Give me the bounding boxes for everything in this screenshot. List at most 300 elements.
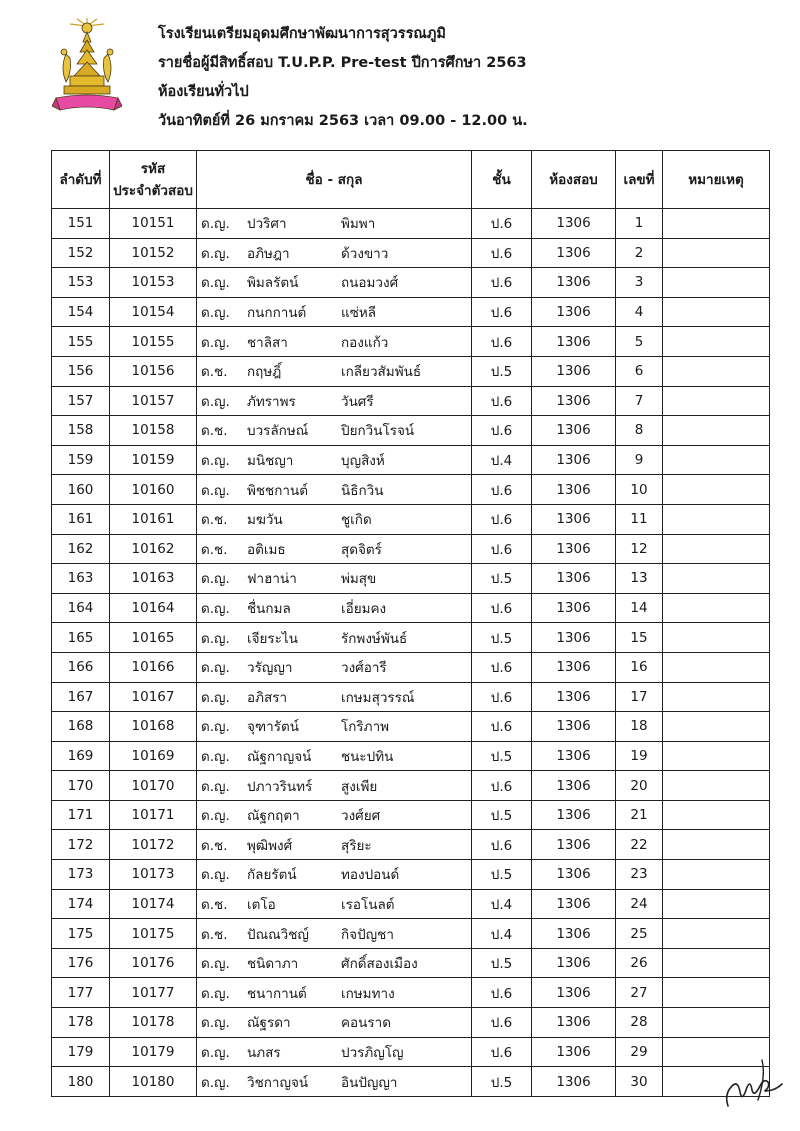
first-name: กัลยรัตน์ <box>247 867 297 884</box>
last-name: กองแก้ว <box>341 334 389 351</box>
last-name: เรอโนลต์ <box>341 896 395 913</box>
cell-name <box>197 889 472 919</box>
cell-grade: ป.6 <box>472 416 532 446</box>
cell-note <box>663 741 770 771</box>
cell-no: 166 <box>52 652 110 682</box>
cell-name <box>197 771 472 801</box>
last-name: ด้วงขาว <box>341 245 389 262</box>
table-row <box>52 1008 770 1038</box>
cell-note <box>663 1008 770 1038</box>
last-name: ศักดิ์สองเมือง <box>341 956 418 973</box>
last-name: รักพงษ์พันธ์ <box>341 630 408 647</box>
name-prefix: ด.ญ. <box>201 630 230 647</box>
cell-no: 155 <box>52 327 110 357</box>
cell-seat: 7 <box>616 386 663 416</box>
table-row <box>52 800 770 830</box>
school-name: โรงเรียนเตรียมอุดมศึกษาพัฒนาการสุวรรณภูมิ <box>158 26 446 42</box>
cell-no: 163 <box>52 564 110 594</box>
cell-no: 161 <box>52 504 110 534</box>
table-row <box>52 682 770 712</box>
cell-room: 1306 <box>532 564 616 594</box>
cell-room: 1306 <box>532 948 616 978</box>
column-header-name: ชื่อ - สกุล <box>197 151 472 209</box>
cell-no: 156 <box>52 356 110 386</box>
first-name: ณัฐกาญจน์ <box>247 748 312 765</box>
cell-note <box>663 534 770 564</box>
last-name: ปวรภิญโญ <box>341 1044 404 1061</box>
cell-room: 1306 <box>532 1067 616 1097</box>
cell-seat: 2 <box>616 238 663 268</box>
cell-name <box>197 800 472 830</box>
cell-seat: 27 <box>616 978 663 1008</box>
cell-seat: 12 <box>616 534 663 564</box>
cell-seat: 23 <box>616 860 663 890</box>
cell-no: 154 <box>52 297 110 327</box>
cell-note <box>663 297 770 327</box>
cell-name <box>197 416 472 446</box>
table-row <box>52 889 770 919</box>
cell-room: 1306 <box>532 268 616 298</box>
last-name: เกษมสุวรรณ์ <box>341 689 415 706</box>
cell-no: 164 <box>52 593 110 623</box>
first-name: มนิชญา <box>247 453 294 470</box>
table-row <box>52 712 770 742</box>
name-prefix: ด.ช. <box>201 512 228 529</box>
last-name: วันศรี <box>341 393 374 410</box>
name-prefix: ด.ช. <box>201 896 228 913</box>
first-name: ชนิดาภา <box>247 956 299 973</box>
cell-name <box>197 593 472 623</box>
cell-grade: ป.4 <box>472 919 532 949</box>
cell-name <box>197 209 472 239</box>
cell-room: 1306 <box>532 652 616 682</box>
column-header-no: ลำดับที่ <box>52 151 110 209</box>
cell-seat: 28 <box>616 1008 663 1038</box>
cell-grade: ป.6 <box>472 534 532 564</box>
cell-grade: ป.6 <box>472 475 532 505</box>
cell-grade: ป.5 <box>472 1067 532 1097</box>
first-name: อติเมธ <box>247 541 286 558</box>
cell-no: 177 <box>52 978 110 1008</box>
first-name: ชื่นกมล <box>247 601 291 618</box>
name-prefix: ด.ช. <box>201 364 228 381</box>
name-prefix: ด.ญ. <box>201 1074 230 1091</box>
room-type: ห้องเรียนทั่วไป <box>158 84 249 100</box>
column-header-code-line2: ประจำตัวสอบ <box>113 182 193 199</box>
first-name: วรัญญา <box>247 660 293 677</box>
cell-name <box>197 534 472 564</box>
table-body <box>52 209 770 1097</box>
table-row <box>52 209 770 239</box>
first-name: ปวริศา <box>247 216 287 233</box>
last-name: พ่มสุข <box>341 571 377 588</box>
cell-grade: ป.6 <box>472 712 532 742</box>
cell-no: 172 <box>52 830 110 860</box>
cell-no: 151 <box>52 209 110 239</box>
cell-no: 159 <box>52 445 110 475</box>
cell-name <box>197 475 472 505</box>
cell-seat: 22 <box>616 830 663 860</box>
cell-note <box>663 800 770 830</box>
cell-room: 1306 <box>532 771 616 801</box>
first-name: พิชชกานต์ <box>247 482 308 499</box>
cell-room: 1306 <box>532 297 616 327</box>
last-name: วงศ์อารี <box>341 660 387 677</box>
cell-code: 10166 <box>110 652 197 682</box>
table-row <box>52 652 770 682</box>
name-prefix: ด.ญ. <box>201 305 230 322</box>
cell-name <box>197 830 472 860</box>
cell-code: 10154 <box>110 297 197 327</box>
cell-no: 169 <box>52 741 110 771</box>
table-row <box>52 1037 770 1067</box>
name-prefix: ด.ญ. <box>201 1015 230 1032</box>
last-name: โกริภาพ <box>341 719 390 736</box>
last-name: เอี่ยมคง <box>341 601 387 618</box>
cell-code: 10180 <box>110 1067 197 1097</box>
table-row <box>52 919 770 949</box>
name-prefix: ด.ช. <box>201 423 228 440</box>
cell-seat: 14 <box>616 593 663 623</box>
cell-name <box>197 919 472 949</box>
name-prefix: ด.ญ. <box>201 216 230 233</box>
first-name: นภสร <box>247 1044 281 1061</box>
cell-code: 10152 <box>110 238 197 268</box>
cell-grade: ป.6 <box>472 386 532 416</box>
last-name: เกษมทาง <box>341 985 395 1002</box>
cell-no: 162 <box>52 534 110 564</box>
cell-code: 10162 <box>110 534 197 564</box>
cell-code: 10160 <box>110 475 197 505</box>
last-name: คอนราด <box>341 1015 391 1032</box>
cell-note <box>663 445 770 475</box>
table-row <box>52 771 770 801</box>
cell-grade: ป.4 <box>472 889 532 919</box>
column-header-code-line1: รหัส <box>140 160 166 177</box>
cell-seat: 10 <box>616 475 663 505</box>
cell-no: 152 <box>52 238 110 268</box>
first-name: ณัฐกฤตา <box>247 808 300 825</box>
cell-room: 1306 <box>532 534 616 564</box>
cell-name <box>197 386 472 416</box>
cell-seat: 17 <box>616 682 663 712</box>
cell-note <box>663 386 770 416</box>
last-name: เกลียวสัมพันธ์ <box>341 364 422 381</box>
last-name: วงศ์ยศ <box>341 808 381 825</box>
cell-note <box>663 712 770 742</box>
name-prefix: ด.ญ. <box>201 719 230 736</box>
cell-grade: ป.6 <box>472 209 532 239</box>
cell-code: 10155 <box>110 327 197 357</box>
cell-code: 10171 <box>110 800 197 830</box>
cell-code: 10159 <box>110 445 197 475</box>
cell-seat: 16 <box>616 652 663 682</box>
table-row <box>52 978 770 1008</box>
cell-grade: ป.6 <box>472 297 532 327</box>
last-name: สุริยะ <box>341 837 372 854</box>
name-prefix: ด.ญ. <box>201 245 230 262</box>
cell-room: 1306 <box>532 682 616 712</box>
name-prefix: ด.ญ. <box>201 453 230 470</box>
cell-name <box>197 445 472 475</box>
cell-name <box>197 623 472 653</box>
cell-room: 1306 <box>532 386 616 416</box>
cell-room: 1306 <box>532 209 616 239</box>
cell-code: 10164 <box>110 593 197 623</box>
cell-note <box>663 919 770 949</box>
first-name: ชาลิสา <box>247 334 288 351</box>
cell-name <box>197 1067 472 1097</box>
last-name: กิจปัญชา <box>341 926 394 943</box>
table-row <box>52 948 770 978</box>
cell-code: 10158 <box>110 416 197 446</box>
cell-code: 10170 <box>110 771 197 801</box>
cell-code: 10178 <box>110 1008 197 1038</box>
cell-note <box>663 889 770 919</box>
name-prefix: ด.ญ. <box>201 956 230 973</box>
cell-seat: 20 <box>616 771 663 801</box>
column-header-note: หมายเหตุ <box>663 151 770 209</box>
last-name: นิธิกวิน <box>341 482 384 499</box>
first-name: อภิสรา <box>247 689 288 706</box>
column-header-code <box>110 151 197 209</box>
cell-seat: 13 <box>616 564 663 594</box>
first-name: บวรลักษณ์ <box>247 423 309 440</box>
cell-seat: 6 <box>616 356 663 386</box>
school-emblem-icon <box>52 18 122 114</box>
cell-room: 1306 <box>532 593 616 623</box>
last-name: สุดจิตร์ <box>341 541 382 558</box>
exam-schedule: วันอาทิตย์ที่ 26 มกราคม 2563 เวลา 09.00 - 12.00 น. <box>158 113 528 129</box>
table-row <box>52 623 770 653</box>
cell-no: 158 <box>52 416 110 446</box>
cell-note <box>663 268 770 298</box>
cell-note <box>663 356 770 386</box>
name-prefix: ด.ญ. <box>201 660 230 677</box>
signature-icon <box>722 1056 784 1112</box>
cell-room: 1306 <box>532 741 616 771</box>
cell-room: 1306 <box>532 1008 616 1038</box>
cell-grade: ป.6 <box>472 593 532 623</box>
name-prefix: ด.ญ. <box>201 482 230 499</box>
cell-grade: ป.6 <box>472 327 532 357</box>
cell-seat: 15 <box>616 623 663 653</box>
cell-no: 178 <box>52 1008 110 1038</box>
cell-seat: 1 <box>616 209 663 239</box>
cell-grade: ป.6 <box>472 268 532 298</box>
cell-room: 1306 <box>532 919 616 949</box>
first-name: ภัทราพร <box>247 393 296 410</box>
document-header <box>158 20 528 136</box>
cell-room: 1306 <box>532 623 616 653</box>
cell-name <box>197 741 472 771</box>
cell-seat: 21 <box>616 800 663 830</box>
first-name: พุฒิพงศ์ <box>247 837 293 854</box>
name-prefix: ด.ญ. <box>201 778 230 795</box>
cell-note <box>663 504 770 534</box>
table-row <box>52 534 770 564</box>
name-prefix: ด.ช. <box>201 837 228 854</box>
cell-name <box>197 268 472 298</box>
name-prefix: ด.ญ. <box>201 689 230 706</box>
cell-code: 10179 <box>110 1037 197 1067</box>
cell-no: 157 <box>52 386 110 416</box>
cell-grade: ป.6 <box>472 1037 532 1067</box>
cell-code: 10176 <box>110 948 197 978</box>
cell-grade: ป.5 <box>472 948 532 978</box>
cell-room: 1306 <box>532 978 616 1008</box>
cell-name <box>197 564 472 594</box>
table-row <box>52 741 770 771</box>
cell-grade: ป.6 <box>472 238 532 268</box>
cell-seat: 5 <box>616 327 663 357</box>
name-prefix: ด.ช. <box>201 926 228 943</box>
cell-note <box>663 475 770 505</box>
last-name: ทองปอนด์ <box>341 867 400 884</box>
cell-room: 1306 <box>532 475 616 505</box>
cell-name <box>197 682 472 712</box>
cell-seat: 26 <box>616 948 663 978</box>
cell-no: 170 <box>52 771 110 801</box>
cell-code: 10169 <box>110 741 197 771</box>
cell-code: 10177 <box>110 978 197 1008</box>
cell-name <box>197 948 472 978</box>
first-name: พิมลรัตน์ <box>247 275 299 292</box>
table-row <box>52 416 770 446</box>
table-row <box>52 445 770 475</box>
cell-seat: 3 <box>616 268 663 298</box>
cell-seat: 30 <box>616 1067 663 1097</box>
cell-code: 10161 <box>110 504 197 534</box>
cell-note <box>663 593 770 623</box>
cell-room: 1306 <box>532 860 616 890</box>
first-name: อภิษฎา <box>247 245 290 262</box>
cell-name <box>197 297 472 327</box>
name-prefix: ด.ญ. <box>201 808 230 825</box>
cell-grade: ป.4 <box>472 445 532 475</box>
cell-code: 10168 <box>110 712 197 742</box>
cell-name <box>197 978 472 1008</box>
cell-room: 1306 <box>532 416 616 446</box>
cell-code: 10156 <box>110 356 197 386</box>
cell-seat: 29 <box>616 1037 663 1067</box>
cell-note <box>663 948 770 978</box>
cell-room: 1306 <box>532 1037 616 1067</box>
table-row <box>52 830 770 860</box>
cell-seat: 24 <box>616 889 663 919</box>
cell-room: 1306 <box>532 238 616 268</box>
last-name: ถนอมวงศ์ <box>341 275 399 292</box>
cell-no: 175 <box>52 919 110 949</box>
cell-grade: ป.6 <box>472 504 532 534</box>
cell-code: 10173 <box>110 860 197 890</box>
cell-no: 174 <box>52 889 110 919</box>
name-prefix: ด.ญ. <box>201 601 230 618</box>
last-name: สูงเพีย <box>341 778 378 795</box>
first-name: วิชกาญจน์ <box>247 1074 309 1091</box>
first-name: ชนากานต์ <box>247 985 307 1002</box>
name-prefix: ด.ญ. <box>201 985 230 1002</box>
cell-grade: ป.6 <box>472 1008 532 1038</box>
examinee-table <box>51 150 770 1097</box>
table-row <box>52 860 770 890</box>
cell-name <box>197 652 472 682</box>
table-row <box>52 504 770 534</box>
cell-code: 10151 <box>110 209 197 239</box>
table-row <box>52 297 770 327</box>
cell-grade: ป.5 <box>472 860 532 890</box>
table-row <box>52 386 770 416</box>
cell-room: 1306 <box>532 830 616 860</box>
cell-code: 10165 <box>110 623 197 653</box>
cell-seat: 19 <box>616 741 663 771</box>
table-row <box>52 475 770 505</box>
cell-code: 10174 <box>110 889 197 919</box>
cell-note <box>663 416 770 446</box>
last-name: แซ่หลี <box>341 305 377 322</box>
cell-seat: 11 <box>616 504 663 534</box>
cell-grade: ป.6 <box>472 652 532 682</box>
cell-name <box>197 1037 472 1067</box>
cell-no: 171 <box>52 800 110 830</box>
cell-room: 1306 <box>532 356 616 386</box>
cell-room: 1306 <box>532 889 616 919</box>
cell-grade: ป.6 <box>472 682 532 712</box>
cell-code: 10172 <box>110 830 197 860</box>
cell-name <box>197 712 472 742</box>
cell-seat: 4 <box>616 297 663 327</box>
last-name: ชนะปทิน <box>341 748 394 765</box>
column-header-seat: เลขที่ <box>616 151 663 209</box>
cell-no: 160 <box>52 475 110 505</box>
name-prefix: ด.ญ. <box>201 393 230 410</box>
first-name: กฤษฎิ์ <box>247 364 282 381</box>
cell-name <box>197 504 472 534</box>
table-row <box>52 268 770 298</box>
cell-no: 173 <box>52 860 110 890</box>
name-prefix: ด.ญ. <box>201 748 230 765</box>
table-row <box>52 238 770 268</box>
table-row <box>52 564 770 594</box>
cell-grade: ป.5 <box>472 623 532 653</box>
cell-seat: 18 <box>616 712 663 742</box>
cell-grade: ป.6 <box>472 830 532 860</box>
table-row <box>52 593 770 623</box>
name-prefix: ด.ช. <box>201 541 228 558</box>
cell-code: 10157 <box>110 386 197 416</box>
cell-name <box>197 327 472 357</box>
cell-no: 167 <box>52 682 110 712</box>
cell-note <box>663 830 770 860</box>
cell-seat: 8 <box>616 416 663 446</box>
cell-seat: 25 <box>616 919 663 949</box>
cell-name <box>197 1008 472 1038</box>
cell-no: 165 <box>52 623 110 653</box>
cell-room: 1306 <box>532 504 616 534</box>
first-name: จุฑารัตน์ <box>247 719 299 736</box>
name-prefix: ด.ญ. <box>201 1044 230 1061</box>
first-name: เจียระไน <box>247 630 298 647</box>
first-name: ปัณณวิชญ์ <box>247 926 309 943</box>
first-name: ณัฐรดา <box>247 1015 291 1032</box>
cell-no: 153 <box>52 268 110 298</box>
cell-note <box>663 209 770 239</box>
cell-note <box>663 238 770 268</box>
cell-note <box>663 682 770 712</box>
column-header-room: ห้องสอบ <box>532 151 616 209</box>
cell-note <box>663 327 770 357</box>
name-prefix: ด.ญ. <box>201 571 230 588</box>
